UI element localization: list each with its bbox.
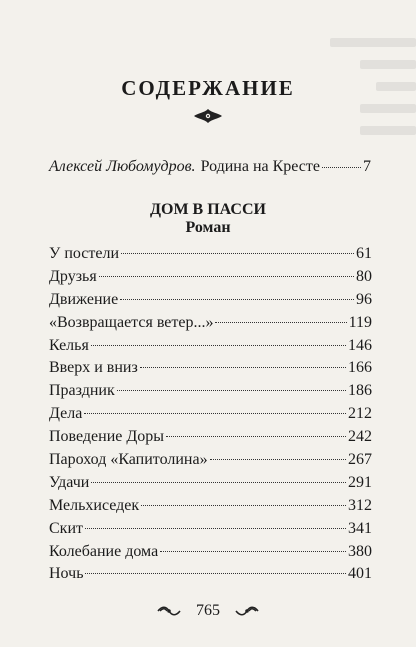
toc-list [49, 243, 372, 586]
toc-entry-page: 212 [348, 405, 372, 423]
toc-entry-label: Поведение Доры [49, 428, 165, 446]
dot-leader [117, 390, 346, 391]
fleuron-icon [234, 604, 260, 618]
toc-entry-label: Колебание дома [49, 542, 159, 560]
toc-entry[interactable] [49, 495, 372, 518]
toc-entry-label: «Возвращается ветер...» [49, 313, 214, 331]
entry-author: Алексей Любомудров. [49, 158, 196, 175]
toc-entry[interactable] [49, 403, 372, 426]
toc-entry[interactable] [49, 335, 372, 358]
dot-leader [215, 322, 346, 323]
dot-leader [141, 505, 346, 506]
dot-leader [85, 528, 346, 529]
toc-entry-label: Мельхиседек [49, 496, 140, 514]
dot-leader [140, 367, 346, 368]
toc-entry[interactable] [49, 380, 372, 403]
dot-leader [91, 482, 346, 483]
toc-entry-label: У постели [49, 245, 120, 262]
toc-entry-page: 242 [348, 428, 372, 446]
toc-entry-page: 119 [348, 313, 372, 331]
toc-entry[interactable] [49, 243, 372, 266]
toc-entry-label: Ночь [49, 565, 84, 583]
dot-leader [91, 345, 346, 346]
section-subtitle: Роман [185, 219, 231, 236]
toc-entry-label: Келья [49, 336, 89, 354]
dot-leader [120, 299, 354, 300]
dot-leader [166, 436, 346, 437]
toc-entry[interactable] [49, 289, 372, 312]
page-title: СОДЕРЖАНИЕ [121, 76, 295, 100]
entry-page: 7 [363, 158, 371, 175]
toc-entry-label: Скит [49, 519, 83, 537]
dot-leader [85, 573, 346, 574]
toc-entry[interactable] [49, 563, 372, 586]
toc-entry-page: 291 [348, 473, 372, 491]
dot-leader [160, 551, 346, 552]
toc-entry[interactable] [49, 472, 372, 495]
toc-entry-page: 166 [348, 359, 372, 377]
toc-entry-page: 341 [348, 519, 372, 537]
dot-leader [322, 167, 361, 168]
toc-entry-page: 96 [356, 290, 372, 308]
fleuron-icon [191, 107, 225, 125]
toc-entry[interactable] [49, 518, 372, 541]
toc-entry-intro[interactable] [49, 158, 371, 176]
ornament-divider [0, 107, 416, 130]
toc-entry-label: Праздник [49, 382, 115, 400]
toc-entry-page: 61 [356, 245, 372, 262]
toc-entry[interactable] [49, 541, 372, 564]
toc-entry-page: 401 [348, 565, 372, 583]
toc-entry[interactable] [49, 426, 372, 449]
page-footer [0, 602, 416, 620]
toc-entry-label: Удачи [49, 473, 90, 491]
dot-leader [99, 276, 354, 277]
toc-entry[interactable] [49, 357, 372, 380]
toc-entry[interactable] [49, 266, 372, 289]
section-title: ДОМ В ПАССИ [150, 201, 266, 218]
toc-entry[interactable] [49, 312, 372, 335]
toc-entry-page: 312 [348, 496, 372, 514]
toc-entry[interactable] [49, 449, 372, 472]
toc-entry-page: 80 [356, 267, 372, 285]
toc-entry-page: 186 [348, 382, 372, 400]
toc-entry-label: Движение [49, 290, 119, 308]
toc-entry-page: 267 [348, 451, 372, 469]
toc-entry-label: Пароход «Капитолина» [49, 451, 208, 469]
entry-title: Родина на Кресте [200, 158, 320, 175]
toc-entry-label: Вверх и вниз [49, 359, 138, 377]
dot-leader [210, 459, 346, 460]
fleuron-icon [156, 604, 182, 618]
dot-leader [121, 253, 354, 254]
toc-entry-page: 146 [348, 336, 372, 354]
page-number: 765 [196, 602, 220, 619]
toc-entry-label: Друзья [49, 267, 97, 285]
toc-entry-label: Дела [49, 405, 83, 423]
toc-entry-page: 380 [348, 542, 372, 560]
dot-leader [84, 413, 346, 414]
